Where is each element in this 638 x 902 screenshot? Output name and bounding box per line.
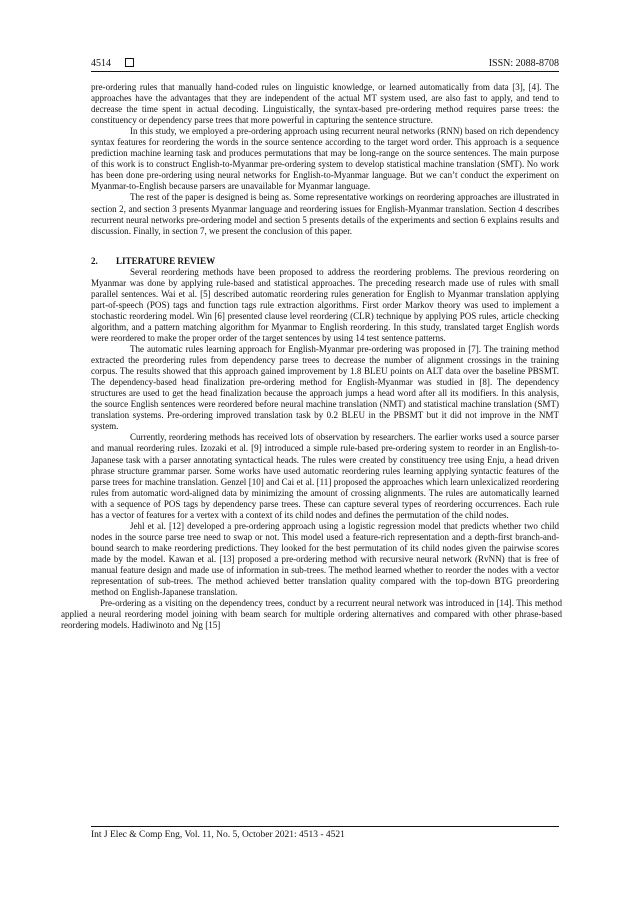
paragraph: In this study, we employed a pre-ordering approach using recurrent neural networks (RNN) based on rich dependency syntax features for reordering the words in the source sentence according to the target word order. This approach is a sequence prediction machine learning task and produces permutations that may be long-range on the source sentences. The main purpose of this work is to construct English-to-Myanmar pre-ordering system to develop statistical machine translation (SMT). No work has been done pre-ordering using neural networks for English-to-Myanmar language. But we can’t conduct the experiment on Myanmar-to-English because parsers are unavailable for Myanmar language. (91, 126, 559, 192)
section-number: 2. (91, 255, 98, 266)
issn: ISSN: 2088-8708 (488, 58, 559, 69)
paragraph: The automatic rules learning approach for English-Myanmar pre-ordering was proposed in [7]. The training method extracted the preordering rules from dependency parse trees to decrease the number of alignment crossings in the training corpus. The results showed that this approach gained improvement by 1.8 BLEU points on ALT data over the baseline PBSMT. The dependency-based head finalization pre-ordering method for English-Myanmar was studied in [8]. The dependency structures are used to get the head finalization because the approach jumps a head word after all its modifiers. In this analysis, the source English sentences were reordered before neural machine translation (NMT) and statistical machine translation (SMT) translation systems. Pre-ordering improved translation task by 0.2 BLEU in the PBSMT but it did not improve in the NMT system. (91, 344, 559, 432)
paragraph: Jehl et al. [12] developed a pre-ordering approach using a logistic regression model that predicts whether two child nodes in the source parse tree need to swap or not. This model used a feature-rich representation and a depth-first branch-and-bound search to make reordering predictions. They looked for the best permutation of its child nodes given the pairwise scores made by the model. Kawan et al. [13] proposed a pre-ordering method with recursive neural network (RvNN) that is free of manual feature design and made use of information in sub-trees. The method learned whether to reorder the nodes with a vector representation of sub-trees. The method achieved better translation quality compared with the top-down BTG preordering method on English-Japanese translation. (91, 520, 559, 598)
journal-citation: Int J Elec & Comp Eng, Vol. 11, No. 5, October 2021: 4513 - 4521 (91, 830, 345, 840)
paragraph: Currently, reordering methods has received lots of observation by researchers. The earlier works used a source parser and manual reordering rules. Izozaki et al. [9] introduced a simple rule-based pre-ordering system to reorder in an English-to-Japanese task with a parser annotating syntactical heads. The rules were created by constituency tree using Enju, a head driven phrase structure grammar parser. Some works have used automatic reordering rules learning applying syntactic features of the parse trees for machine translation. Genzel [10] and Cai et al. [11] proposed the approaches which learn unlexicalized reordering rules from automatic word-aligned data by minimizing the amount of crossing alignments. The rules are automatically learned with a sequence of POS tags by dependency parse trees. These can capture several types of reordering occurrences. Each rule has a vector of features for a vertex with a context of its child nodes and defines the permutation of the child nodes. (91, 432, 559, 520)
page-footer (91, 826, 559, 840)
square-icon (125, 58, 134, 67)
paragraph: Several reordering methods have been proposed to address the reordering problems. The previous reordering on Myanmar was done by applying rule-based and statistical approaches. The preceding research made use of rules with small parallel sentences. Wai et al. [5] described automatic reordering rules generation for English to Myanmar translation applying part-of-speech (POS) tags and function tags rule extraction algorithms. First order Markov theory was used to implement a stochastic reordering model. Win [6] presented clause level reordering (CLR) technique by applying POS rules, article checking algorithm, and a pattern matching algorithm for Myanmar to English reordering. In this study, translated target English words were reordered to make the proper order of the target sentences by using 14 test sentence patterns. (91, 266, 559, 343)
paragraph: pre-ordering rules that manually hand-coded rules on linguistic knowledge, or learned automatically from data [3], [4]. The approaches have the advantages that they are independent of the actual MT system used, are also fast to apply, and tend to decrease the time spent in actual decoding. Linguistically, the syntax-based pre-ordering method requires parse trees: the constituency or dependency parse trees that more powerful in capturing the sentence structure. (91, 82, 559, 126)
section-heading (91, 256, 559, 267)
footer-rule (91, 826, 559, 827)
paragraph: Pre-ordering as a visiting on the dependency trees, conduct by a recurrent neural network was introduced in [14]. This method applied a neural reordering model joining with beam search for multiple ordering alternatives and compared with other phrase-based reordering models. Hadiwinoto and Ng [15] (61, 598, 562, 631)
paragraph: The rest of the paper is designed is being as. Some representative workings on reordering approaches are illustrated in section 2, and section 3 presents Myanmar language and reordering issues for English-Myanmar translation. Section 4 describes recurrent neural networks pre-ordering model and section 5 presents details of the experiments and section 6 explains results and discussion. Finally, in section 7, we present the conclusion of this paper. (91, 192, 559, 236)
article-body (61, 82, 562, 631)
section-title: LITERATURE REVIEW (116, 255, 216, 266)
page-header (91, 54, 559, 74)
page-number: 4514 (91, 58, 111, 69)
header-rule (91, 71, 559, 72)
